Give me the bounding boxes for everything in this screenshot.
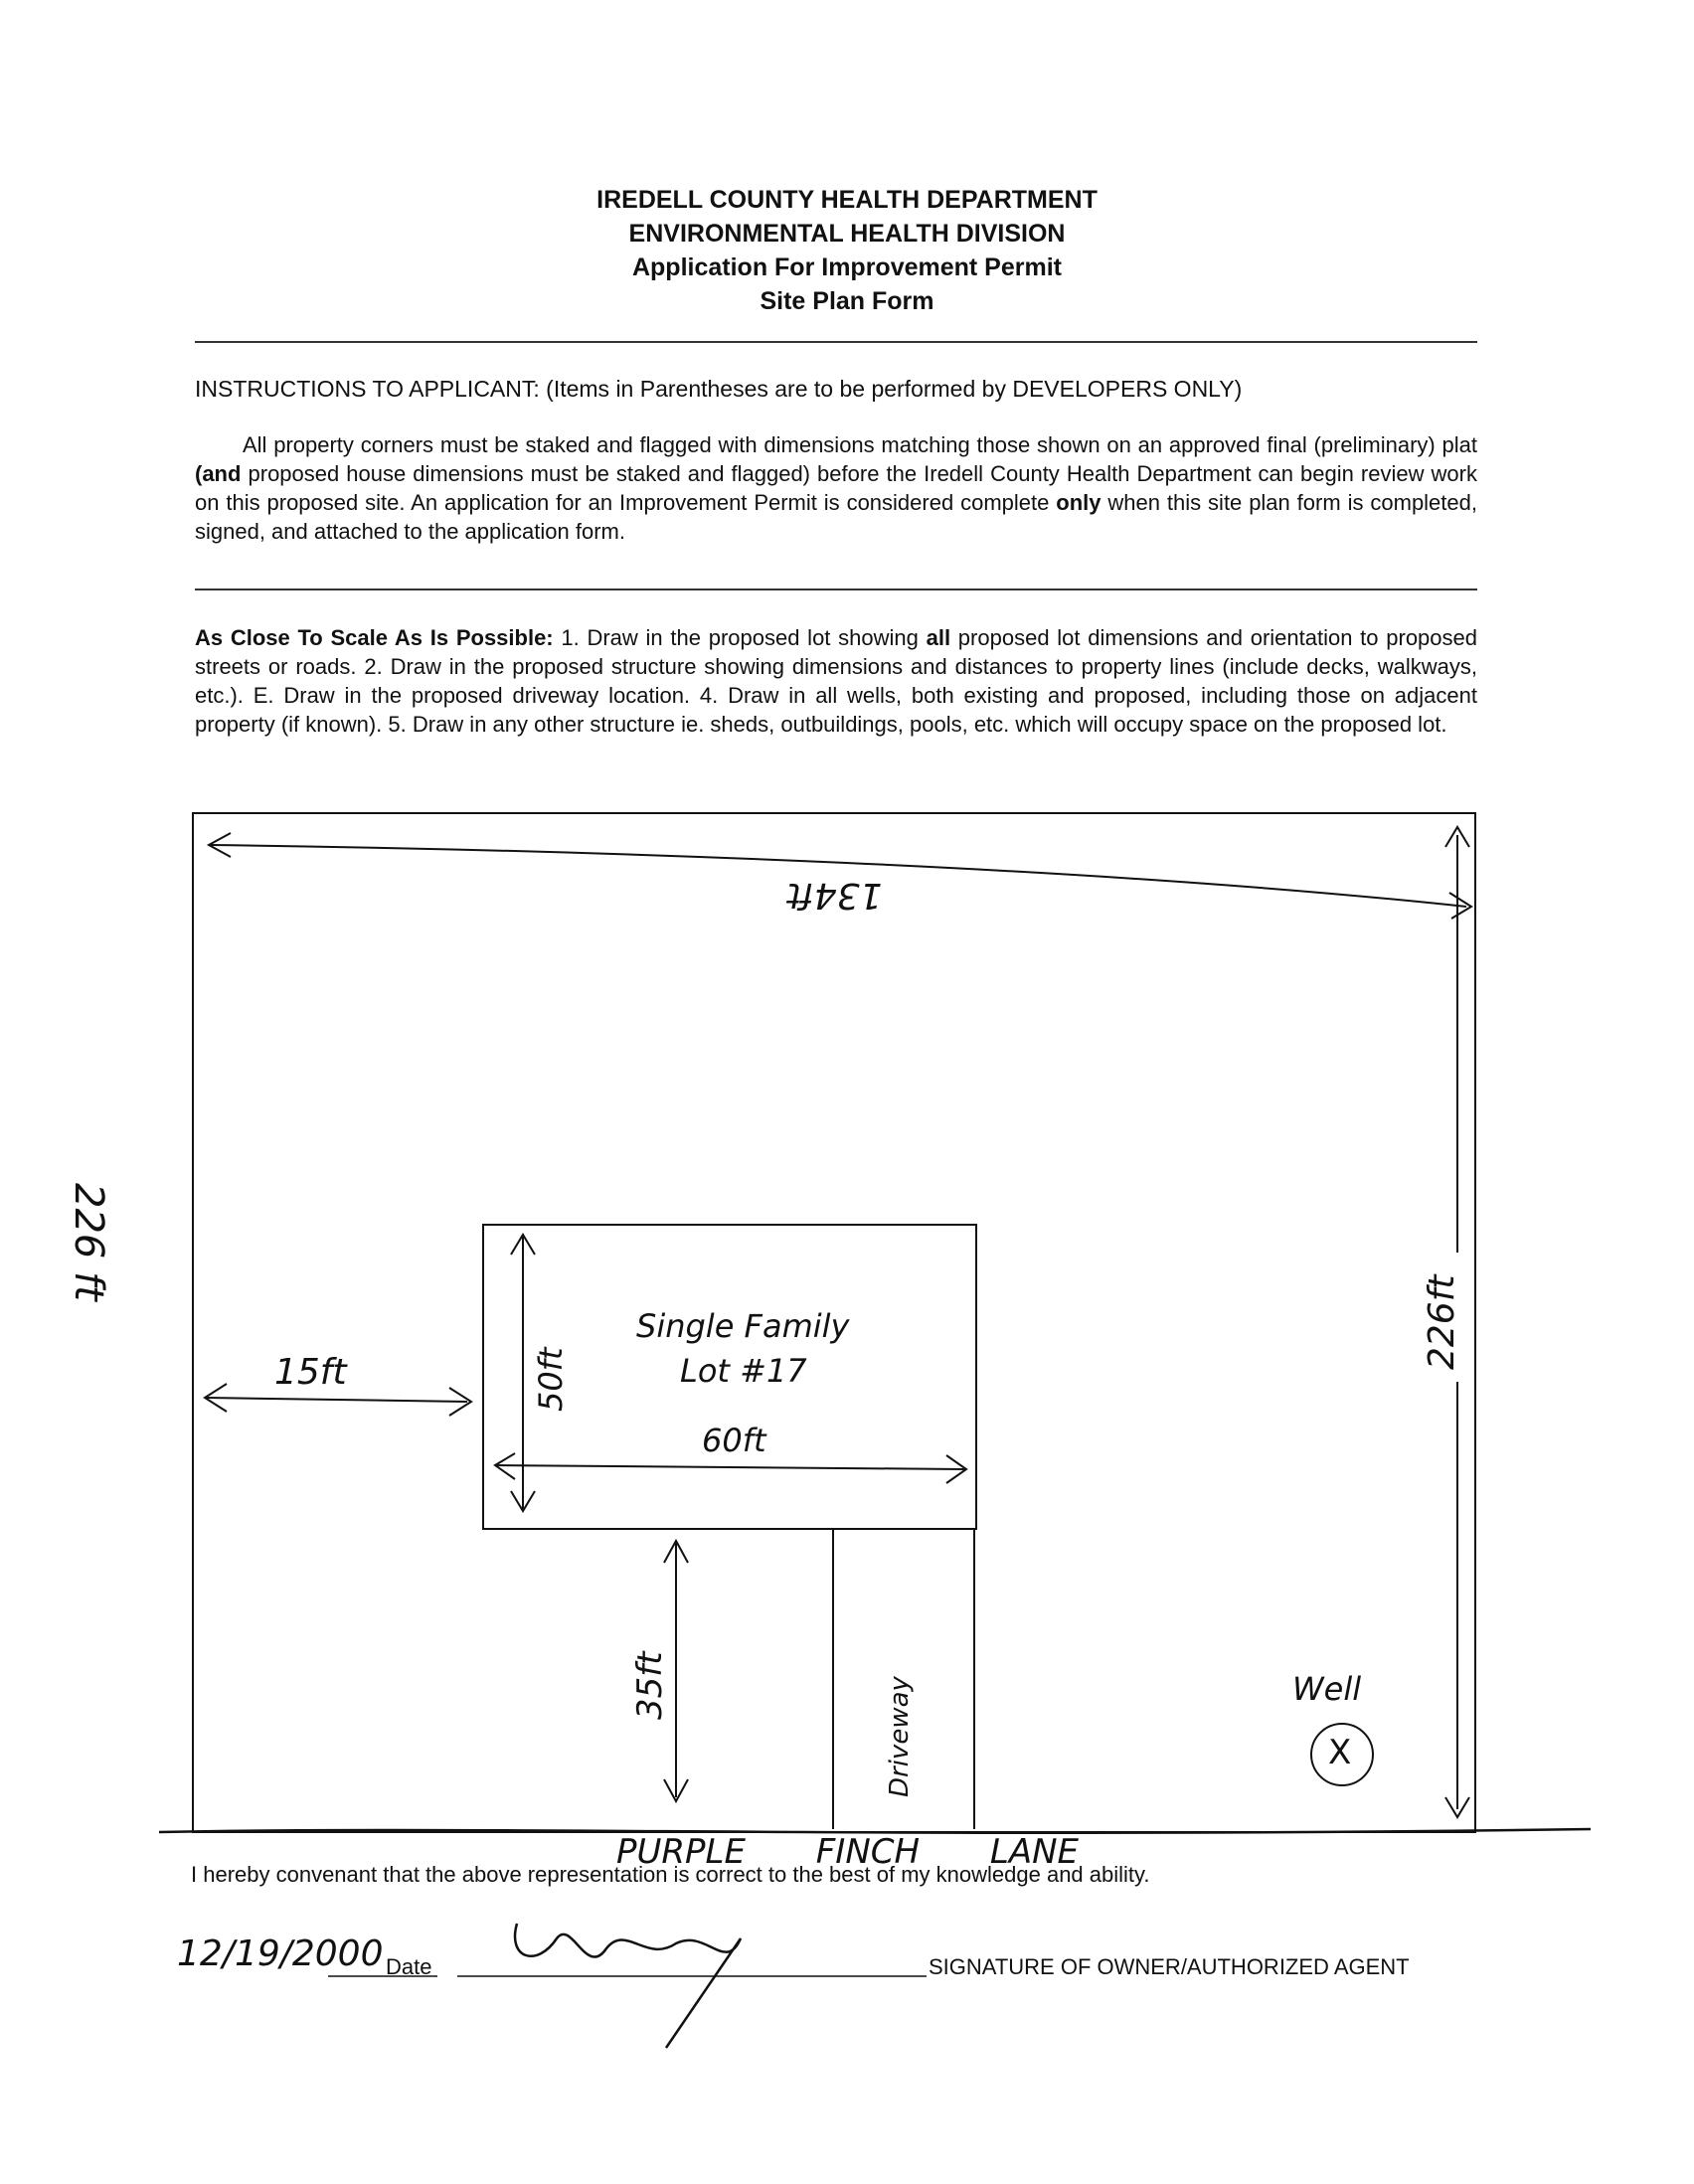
house-label-line-1: Single Family <box>636 1307 850 1345</box>
driveway-label: Driveway <box>885 1676 915 1797</box>
side-setback-label: 15ft <box>274 1352 347 1393</box>
signature-scribble <box>515 1924 741 2048</box>
house-width-label: 60ft <box>702 1422 766 1459</box>
left-dimension-label: 226 ft <box>66 1183 111 1301</box>
scale-instructions: As Close To Scale As Is Possible: 1. Draw in the proposed lot showing all proposed lot dimensions and orientation to proposed streets or roads. 2. Draw in the proposed structure showing dimensions and distances to property lines (include decks, walkways, etc.). E. Draw in the proposed driveway location. 4. Draw in all wells, both existing and proposed, including those on adjacent property (if known). 5. Draw in any other structure ie. sheds, outbuildings, pools, etc. which will occupy space on the proposed lot. <box>195 625 1478 737</box>
date-value: 12/19/2000 <box>177 1933 384 1974</box>
instructions-heading: INSTRUCTIONS TO APPLICANT: (Items in Parentheses are to be performed by DEVELOPERS ONLY) <box>195 376 1243 402</box>
house-label-line-2: Lot #17 <box>680 1352 807 1390</box>
well-marker: X <box>1328 1733 1352 1772</box>
header-line-4: Site Plan Form <box>760 287 934 315</box>
top-dimension-label: 134ft <box>787 875 883 916</box>
street-name-label: PURPLE FINCH LANE <box>616 1832 1079 1872</box>
date-label: Date <box>386 1954 432 1979</box>
house-width-line <box>497 1465 964 1469</box>
certification-statement: I hereby convenant that the above representation is correct to the best of my knowledge and ability. <box>191 1862 1150 1887</box>
header-line-3: Application For Improvement Permit <box>631 253 1062 281</box>
house-depth-label: 50ft <box>532 1347 570 1412</box>
header-line-2: ENVIRONMENTAL HEALTH DIVISION <box>628 220 1066 248</box>
right-dimension-label: 226ft <box>1422 1274 1462 1370</box>
front-setback-label: 35ft <box>630 1651 670 1720</box>
side-setback-line <box>207 1398 467 1402</box>
well-label: Well <box>1292 1670 1362 1708</box>
header-line-1: IREDELL COUNTY HEALTH DEPARTMENT <box>596 186 1098 214</box>
instructions-paragraph: All property corners must be staked and flagged with dimensions matching those shown on an approved final (preliminary) plat (and proposed house dimensions must be staked and flagged) before the Iredell County Health Department can begin review work on this proposed site. An application for an Improvement Permit is considered complete only when this site plan form is completed, signed, and attached to the application form. <box>195 432 1477 544</box>
signature-label: SIGNATURE OF OWNER/AUTHORIZED AGENT <box>929 1954 1410 1979</box>
